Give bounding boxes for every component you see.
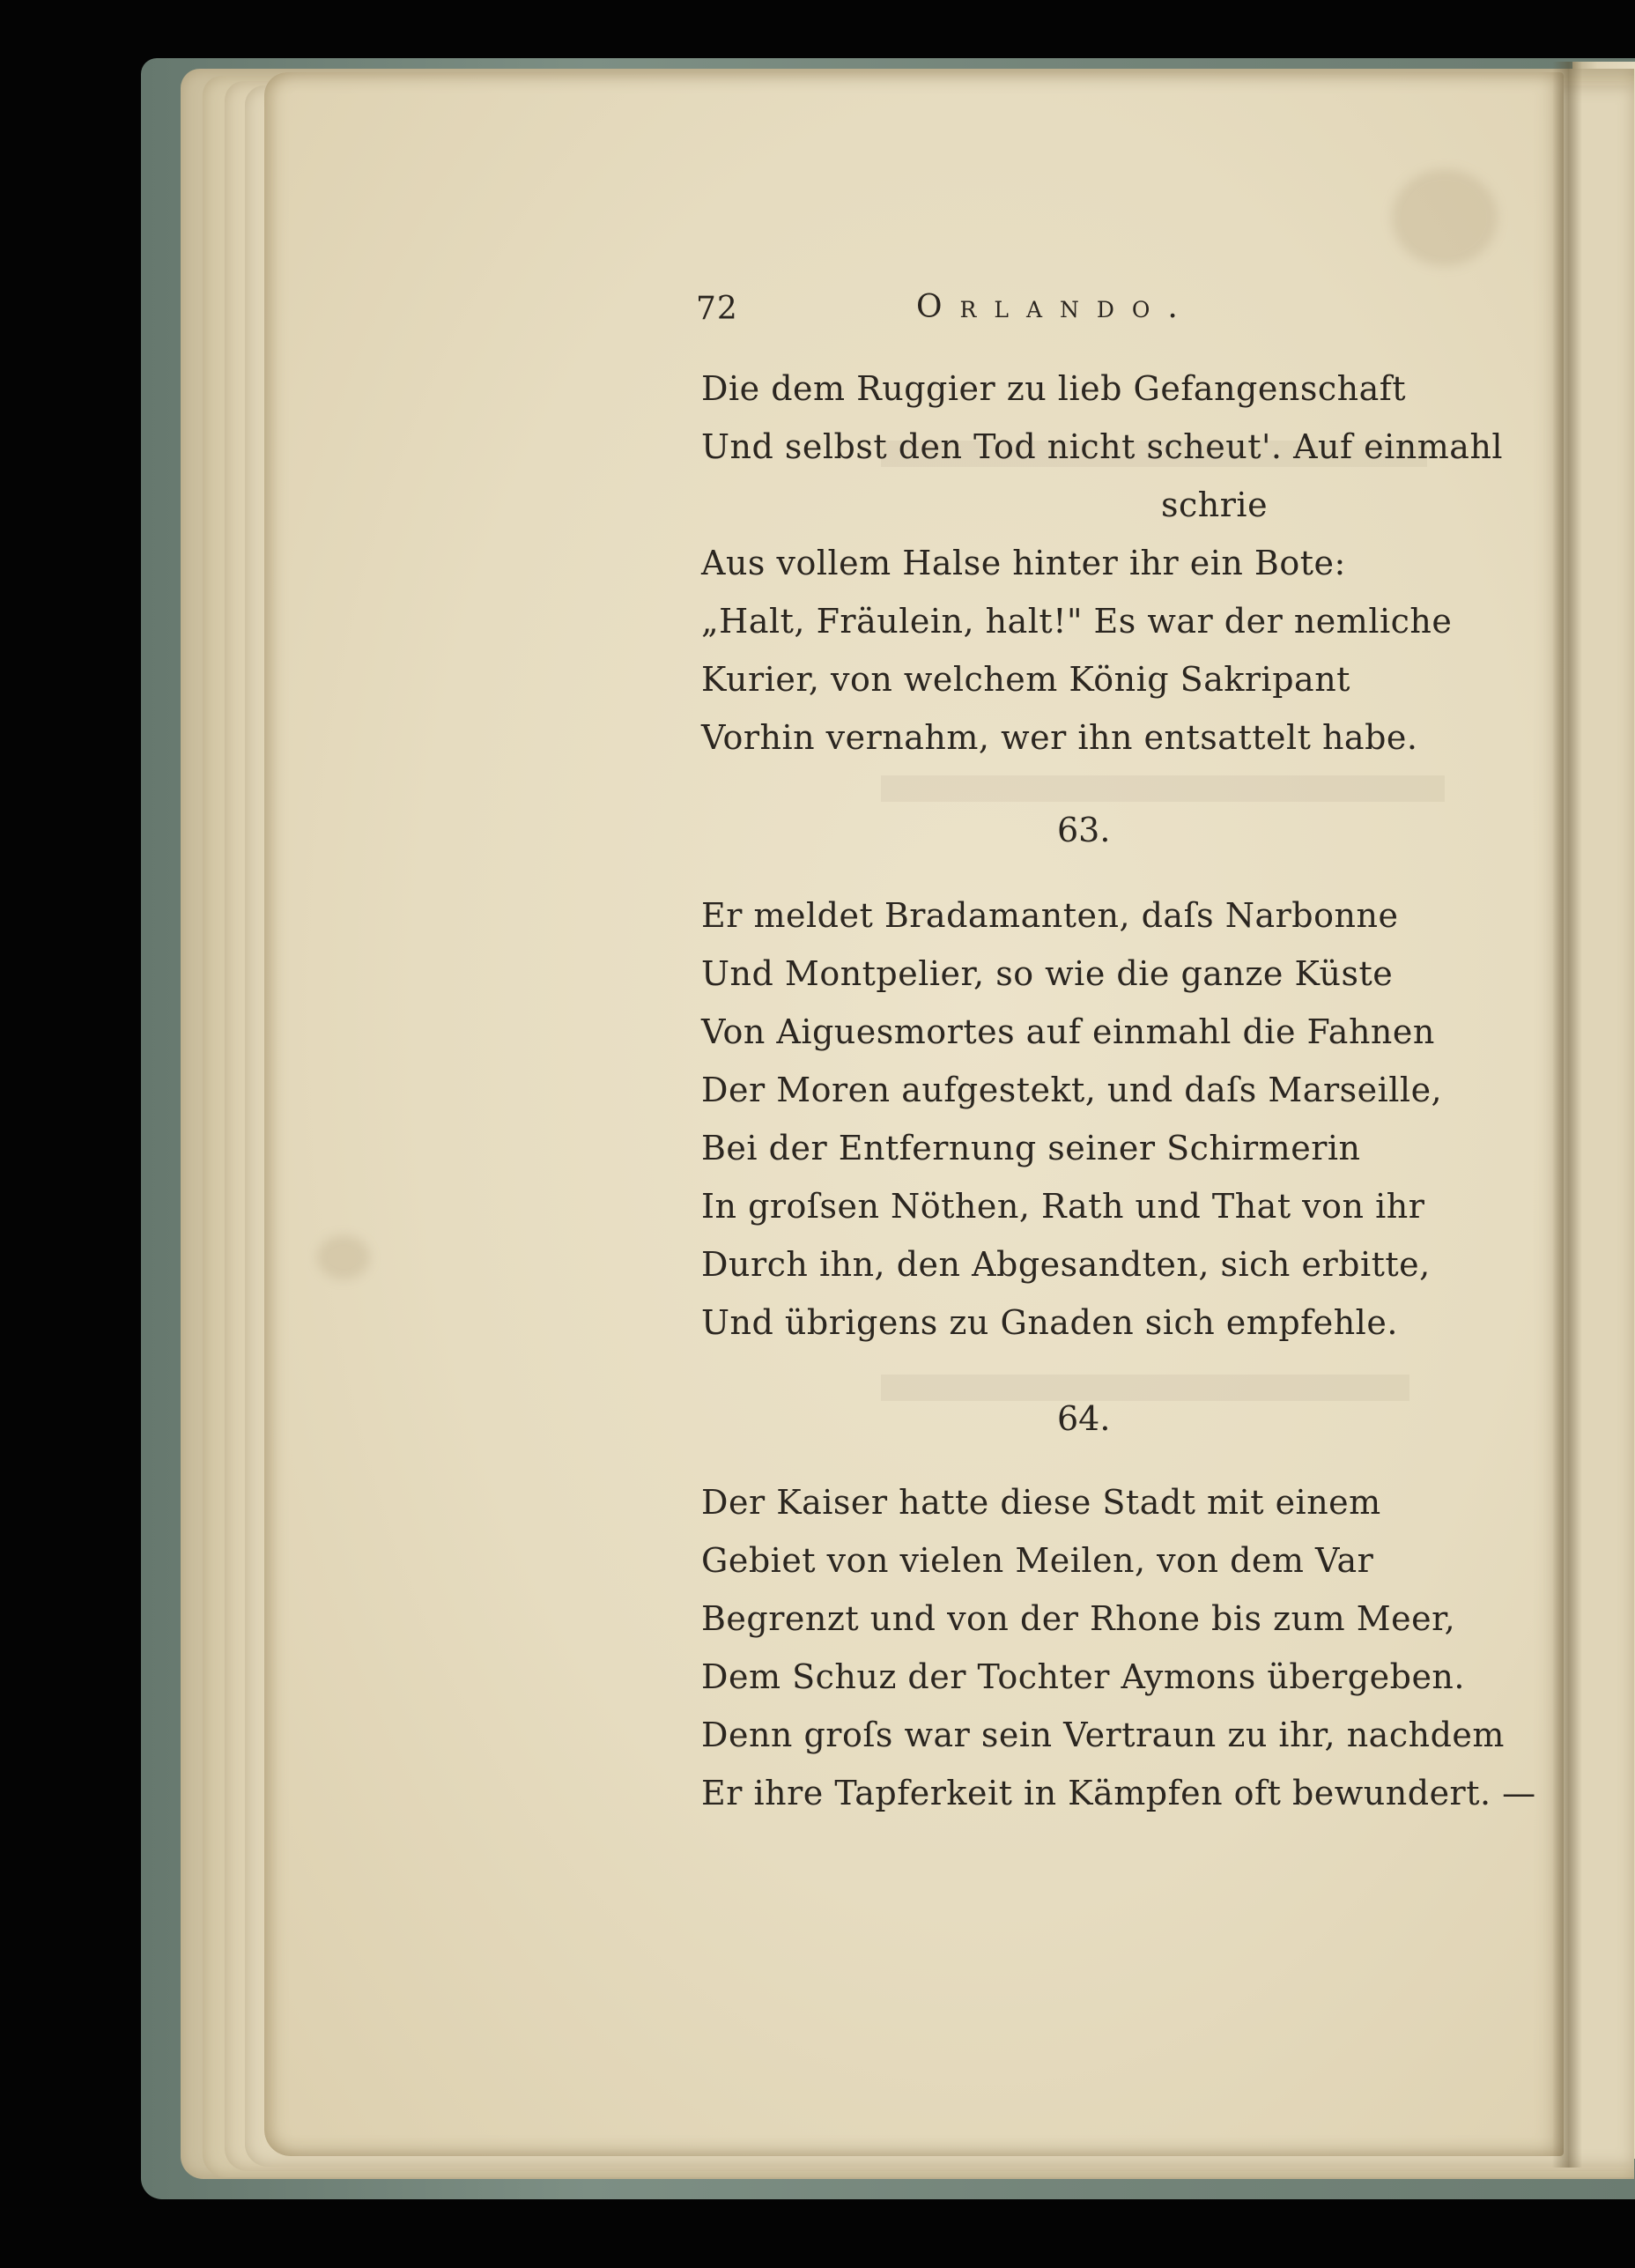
stanza-number: 64. <box>1057 1399 1111 1438</box>
book-gutter-shadow <box>1552 62 1582 2168</box>
bleed-through-shadow <box>881 775 1445 802</box>
verse-line: Er ihre Tapferkeit in Kämpfen oft bewundert. — <box>701 1774 1536 1812</box>
cover-color <box>0 0 1 1</box>
verse-line: „Halt, Fräulein, halt!" Es war der nemliche <box>701 602 1453 641</box>
verse-line: Kurier, von welchem König Sakripant <box>701 660 1350 699</box>
verse-line: Bei der Entfernung seiner Schirmerin <box>701 1129 1361 1167</box>
stanza-number: 63. <box>1057 811 1111 849</box>
verse-line: Von Aiguesmortes auf einmahl die Fahnen <box>701 1012 1435 1051</box>
paper-stain <box>1392 169 1498 266</box>
verse-line-continuation: schrie <box>1161 485 1269 524</box>
running-title: Orlando. <box>916 289 1195 325</box>
verse-line: In groſsen Nöthen, Rath und That von ihr <box>701 1187 1425 1226</box>
verse-line: Gebiet von vielen Meilen, von dem Var <box>701 1541 1374 1580</box>
paper-color <box>0 0 1 1</box>
verse-line: Aus vollem Halse hinter ihr ein Bote: <box>701 544 1346 582</box>
verse-line: Vorhin vernahm, wer ihn entsattelt habe. <box>701 718 1418 757</box>
page-number: 72 <box>696 291 738 327</box>
verse-line: Er meldet Bradamanten, daſs Narbonne <box>701 896 1399 935</box>
paper-stain <box>317 1235 370 1279</box>
verse-line: Begrenzt und von der Rhone bis zum Meer, <box>701 1599 1456 1638</box>
verse-line: Der Moren aufgestekt, und daſs Marseille, <box>701 1071 1443 1109</box>
verse-line: Die dem Ruggier zu lieb Gefangenschaft <box>701 369 1407 408</box>
verse-line: Denn groſs war sein Vertraun zu ihr, nachdem <box>701 1716 1505 1754</box>
verse-line: Dem Schuz der Tochter Aymons übergeben. <box>701 1657 1465 1696</box>
verse-line: Und Montpelier, so wie die ganze Küste <box>701 954 1394 993</box>
bleed-through-shadow <box>881 1375 1409 1401</box>
verse-line: Der Kaiser hatte diese Stadt mit einem <box>701 1483 1381 1522</box>
verse-line: Und selbst den Tod nicht scheut'. Auf einmahl <box>701 427 1504 466</box>
verse-line: Durch ihn, den Abgesandten, sich erbitte, <box>701 1245 1431 1284</box>
ink-color <box>0 0 1 1</box>
verse-line: Und übrigens zu Gnaden sich empfehle. <box>701 1303 1398 1342</box>
